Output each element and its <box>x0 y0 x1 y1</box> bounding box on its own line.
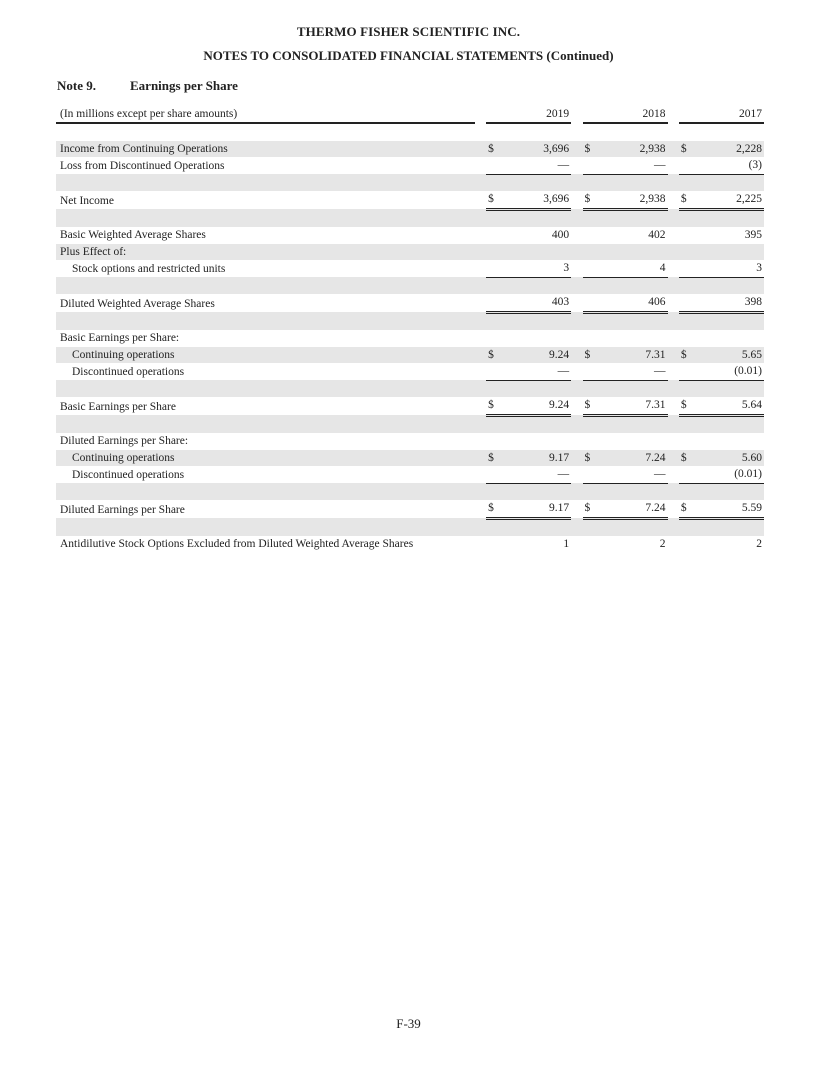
dollar-sign: $ <box>583 191 606 209</box>
dollar-sign: $ <box>583 347 606 364</box>
table-cell: (3) <box>702 157 764 174</box>
table-row <box>56 433 764 450</box>
table-row <box>56 330 764 347</box>
dollar-sign: $ <box>583 450 606 467</box>
table-cell: 395 <box>744 229 762 241</box>
table-row <box>56 191 764 209</box>
table-cell: 400 <box>551 229 570 241</box>
table-cell: 7.24 <box>605 500 667 518</box>
table-cell: 5.59 <box>702 500 764 518</box>
table-row <box>56 397 764 415</box>
table-cell: 406 <box>605 294 667 312</box>
row-label: Basic Earnings per Share: <box>60 332 180 344</box>
table-cell: 3,696 <box>509 141 571 158</box>
row-label: Plus Effect of: <box>56 244 475 261</box>
row-label: Continuing operations <box>56 450 475 467</box>
year-header: 2017 <box>702 106 764 123</box>
dollar-sign: $ <box>679 347 702 364</box>
earnings-per-share-table <box>56 106 764 553</box>
table-row <box>56 450 764 467</box>
row-label: Net Income <box>60 194 114 207</box>
table-cell: 3,696 <box>509 191 571 209</box>
table-cell: — <box>605 157 667 174</box>
dollar-sign: $ <box>486 397 509 415</box>
row-label: Diluted Weighted Average Shares <box>60 297 215 310</box>
table-cell: — <box>509 157 571 174</box>
table-row <box>56 294 764 312</box>
dollar-sign: $ <box>583 141 606 158</box>
table-cell: 2,225 <box>702 191 764 209</box>
table-row <box>56 157 764 174</box>
table-cell: — <box>509 466 571 483</box>
dollar-sign: $ <box>486 347 509 364</box>
row-label: Antidilutive Stock Options Excluded from Diluted Weighted Average Shares <box>60 538 414 550</box>
row-label: Continuing operations <box>56 347 475 364</box>
note-number: Note 9. <box>57 78 96 93</box>
dollar-sign: $ <box>486 500 509 518</box>
row-label: Stock options and restricted units <box>72 262 226 275</box>
table-cell: 2,938 <box>605 141 667 158</box>
table-row <box>56 536 764 553</box>
table-row <box>56 244 764 261</box>
table-cell: 5.60 <box>702 450 764 467</box>
table-cell: 9.17 <box>509 500 571 518</box>
year-header: 2018 <box>605 106 667 123</box>
table-header-row <box>56 106 764 123</box>
row-label: Discontinued operations <box>72 365 185 378</box>
dollar-sign: $ <box>679 141 702 158</box>
table-row <box>56 466 764 483</box>
row-label: Basic Earnings per Share <box>60 400 176 413</box>
table-cell: — <box>509 363 571 380</box>
table-row <box>56 260 764 277</box>
table-cell: 3 <box>509 260 571 277</box>
dollar-sign: $ <box>583 500 606 518</box>
table-cell: 7.31 <box>605 397 667 415</box>
table-cell: 398 <box>702 294 764 312</box>
table-cell: 403 <box>509 294 571 312</box>
table-cell: 3 <box>702 260 764 277</box>
note-heading <box>57 78 238 94</box>
note-title: Earnings per Share <box>130 78 238 93</box>
table-cell: 402 <box>648 229 666 241</box>
table-cell: 4 <box>605 260 667 277</box>
table-cell: 7.31 <box>605 347 667 364</box>
row-label: Diluted Earnings per Share: <box>60 435 189 447</box>
table-row <box>56 347 764 364</box>
table-row <box>56 141 764 158</box>
dollar-sign: $ <box>486 141 509 158</box>
dollar-sign: $ <box>486 191 509 209</box>
table-cell: 9.17 <box>509 450 571 467</box>
table-cell: 2,938 <box>605 191 667 209</box>
dollar-sign: $ <box>486 450 509 467</box>
table-cell: 7.24 <box>605 450 667 467</box>
dollar-sign: $ <box>679 450 702 467</box>
year-header: 2019 <box>509 106 571 123</box>
table-cell: 5.64 <box>702 397 764 415</box>
row-label: Basic Weighted Average Shares <box>60 229 206 241</box>
table-row <box>56 363 764 380</box>
table-cell: — <box>605 363 667 380</box>
table-cell: 2,228 <box>702 141 764 158</box>
table-cell: 9.24 <box>509 347 571 364</box>
row-label: Discontinued operations <box>72 468 185 481</box>
page-subtitle: NOTES TO CONSOLIDATED FINANCIAL STATEMENTS (Continued) <box>203 48 614 63</box>
dollar-sign: $ <box>679 191 702 209</box>
table-row <box>56 227 764 244</box>
row-label: Diluted Earnings per Share <box>60 503 185 516</box>
company-name: THERMO FISHER SCIENTIFIC INC. <box>296 24 521 39</box>
dollar-sign: $ <box>679 500 702 518</box>
units-label: (In millions except per share amounts) <box>56 106 475 123</box>
row-label: Income from Continuing Operations <box>56 141 475 158</box>
row-label: Loss from Discontinued Operations <box>60 159 225 172</box>
table-cell: (0.01) <box>702 363 764 380</box>
table-cell: 5.65 <box>702 347 764 364</box>
table-row <box>56 500 764 518</box>
table-cell: 1 <box>563 538 570 550</box>
table-cell: (0.01) <box>702 466 764 483</box>
table-cell: 2 <box>756 538 762 550</box>
table-cell: 2 <box>659 538 666 550</box>
page-number: F-39 <box>396 1016 421 1031</box>
table-cell: — <box>605 466 667 483</box>
dollar-sign: $ <box>679 397 702 415</box>
table-cell: 9.24 <box>509 397 571 415</box>
dollar-sign: $ <box>583 397 606 415</box>
